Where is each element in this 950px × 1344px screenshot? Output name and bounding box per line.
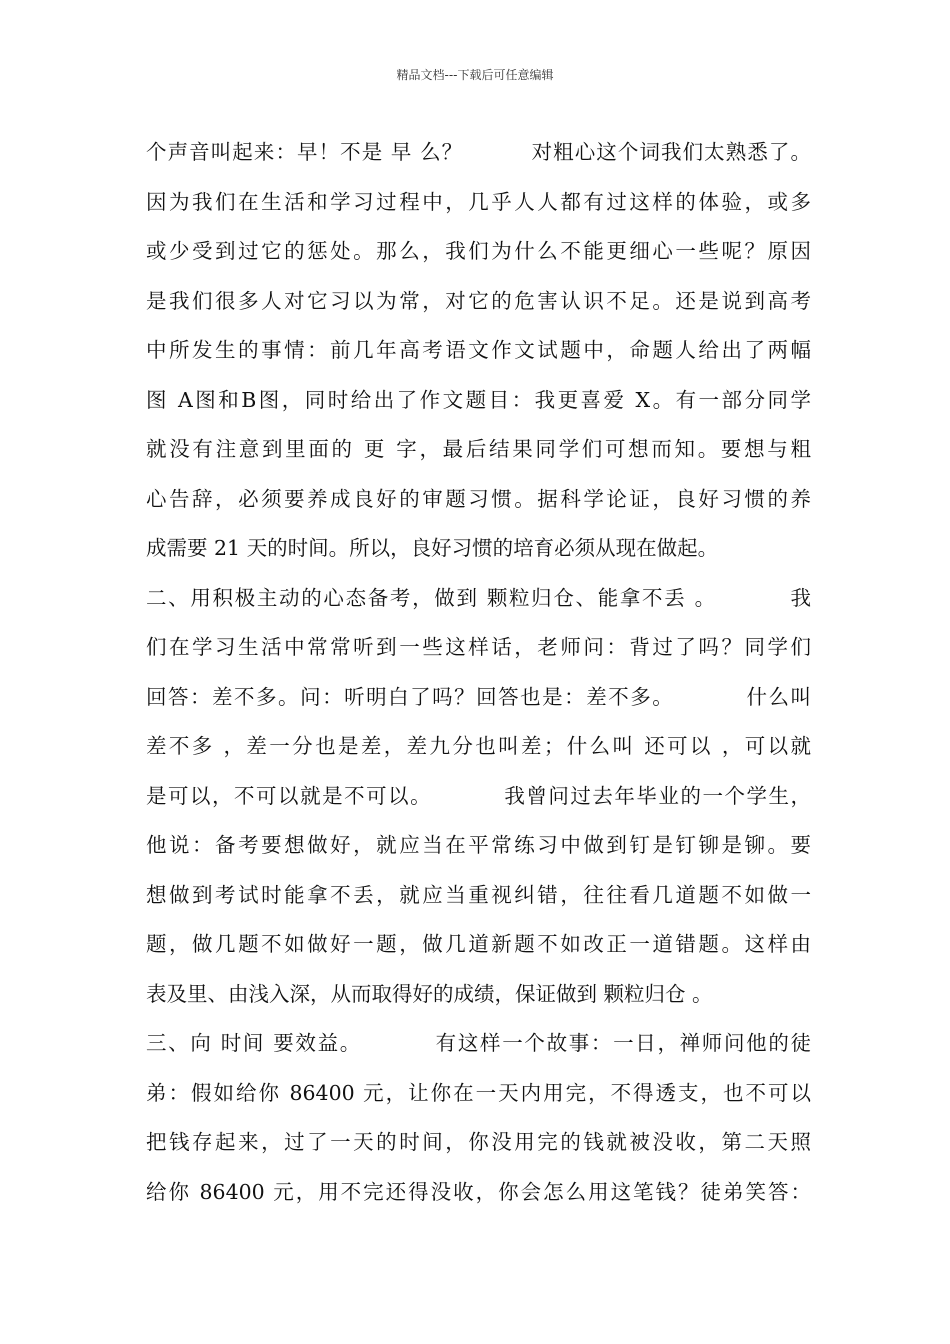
text-line: 就没有注意到里面的 更 字，最后结果同学们可想而知。要想与粗 — [146, 437, 811, 461]
text-line: 因为我们在生活和学习过程中，几乎人人都有过这样的体验，或多 — [146, 189, 811, 214]
text-line: 表及里、由浅入深，从而取得好的成绩，保证做到 颗粒归仓 。 — [146, 981, 713, 1006]
text-line: 中所发生的事情：前几年高考语文作文试题中，命题人给出了两幅 — [146, 338, 811, 362]
text-line: 们在学习生活中常常听到一些这样话，老师问：背过了吗？同学们 — [146, 635, 811, 659]
text-line: 给你 86400 元，用不完还得没收，你会怎么用这笔钱？徒弟笑答： — [146, 1179, 811, 1204]
text-line: 弟：假如给你 86400 元，让你在一天内用完，不得透支，也不可以 — [146, 1080, 811, 1105]
text-line: 心告辞，必须要养成良好的审题习惯。据科学论证，良好习惯的养 — [146, 486, 811, 511]
text-line: 是我们很多人对它习以为常，对它的危害认识不足。还是说到高考 — [146, 288, 811, 313]
body-text — [146, 128, 811, 1217]
text-line: 或少受到过它的惩处。那么，我们为什么不能更细心一些呢？原因 — [146, 239, 811, 263]
text-line: 想做到考试时能拿不丢，就应当重视纠错，往往看几道题不如做一 — [146, 882, 811, 907]
text-line: 回答：差不多。问：听明白了吗？回答也是：差不多。 什么叫 — [146, 684, 811, 709]
text-line: 把钱存起来，过了一天的时间，你没用完的钱就被没收，第二天照 — [146, 1130, 811, 1154]
text-line: 题，做几题不如做好一题，做几道新题不如改正一道错题。这样由 — [146, 932, 811, 956]
text-line: 他说：备考要想做好，就应当在平常练习中做到钉是钉铆是铆。要 — [146, 833, 811, 857]
text-line: 三、向 时间 要效益。 有这样一个故事：一日，禅师问他的徒 — [146, 1031, 811, 1055]
text-line: 成需要 21 天的时间。所以，良好习惯的培育必须从现在做起。 — [146, 536, 719, 560]
text-line: 图 A图和B图，同时给出了作文题目：我更喜爱 X。有一部分同学 — [146, 387, 811, 412]
text-line: 是可以，不可以就是不可以。 我曾问过去年毕业的一个学生， — [146, 783, 811, 808]
page-header: 精品文档---下载后可任意编辑 — [396, 68, 554, 82]
text-line: 差不多 ，差一分也是差，差九分也叫差；什么叫 还可以 ，可以就 — [146, 734, 811, 758]
text-line: 个声音叫起来：早！不是 早 么？ 对粗心这个词我们太熟悉了。 — [146, 140, 811, 164]
text-line: 二、用积极主动的心态备考，做到 颗粒归仓、能拿不丢 。 我 — [146, 585, 811, 610]
